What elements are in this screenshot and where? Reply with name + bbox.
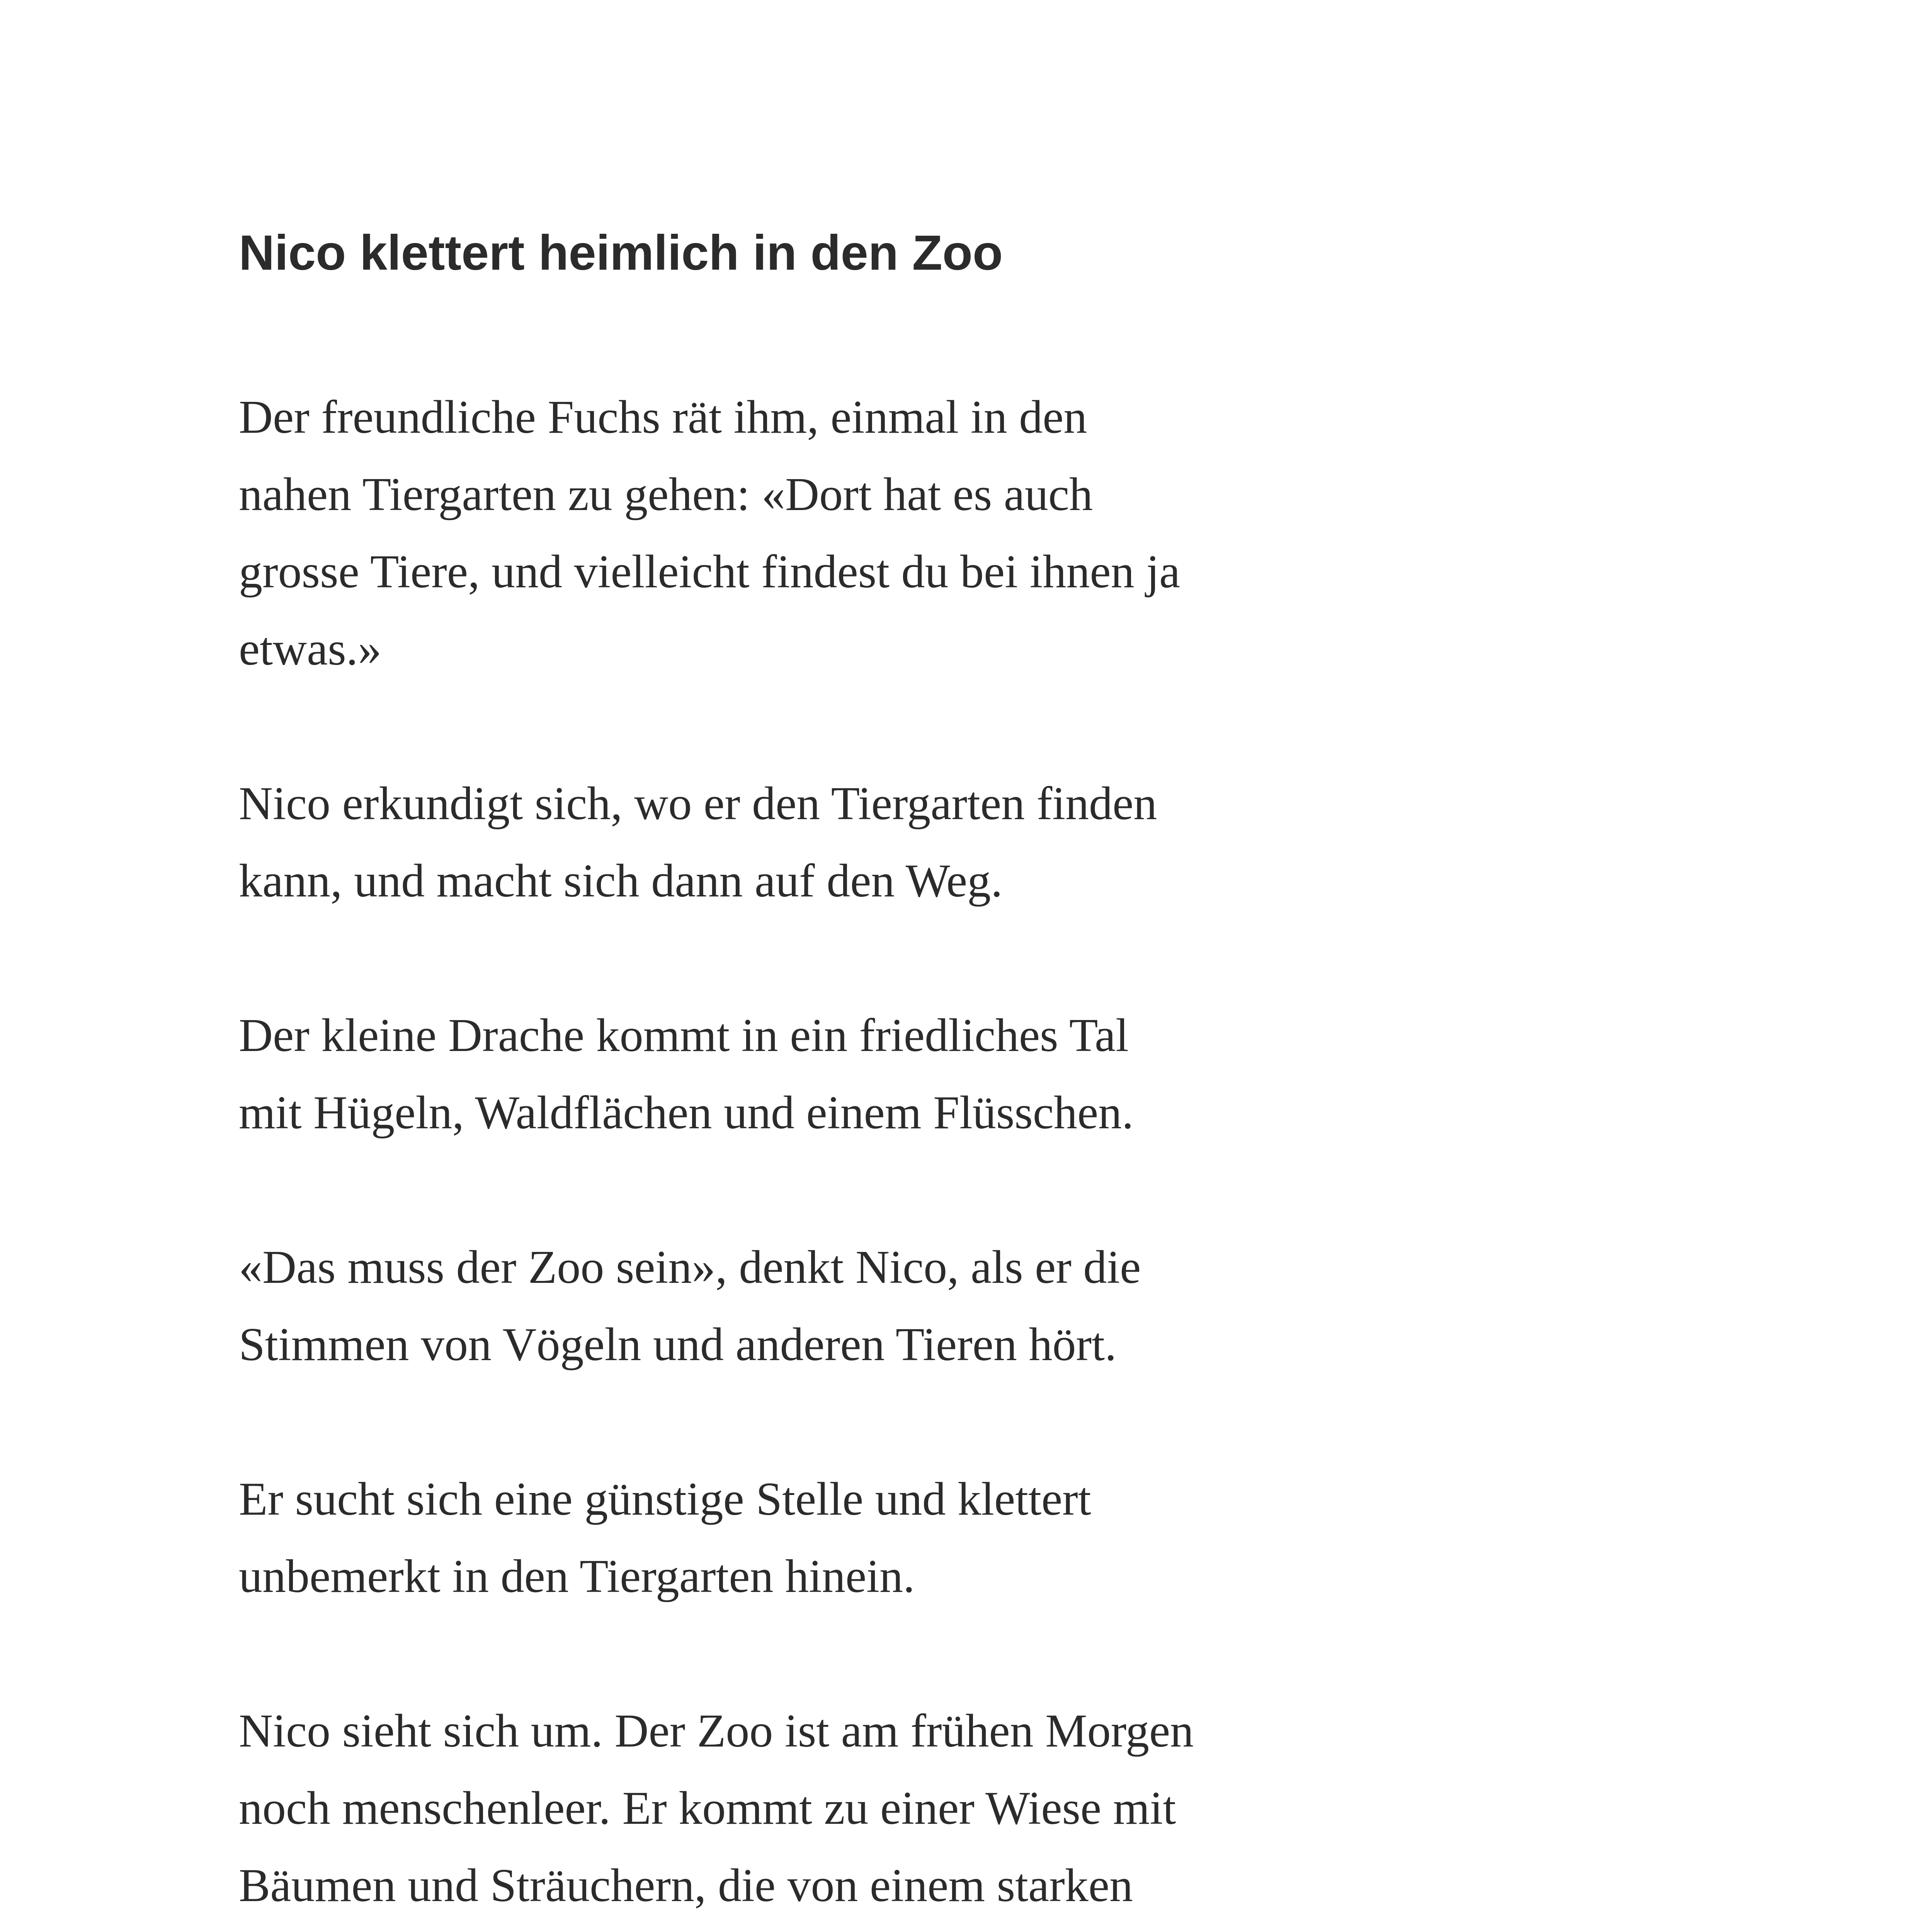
text-line: grosse Tiere, und vielleicht findest du bei ihnen ja — [239, 546, 1180, 598]
text-line: nahen Tiergarten zu gehen: «Dort hat es auch — [239, 468, 1093, 520]
paragraph-4 — [239, 1229, 1141, 1383]
text-line: Stimmen von Vögeln und anderen Tieren hört. — [239, 1318, 1117, 1371]
text-line: unbemerkt in den Tiergarten hinein. — [239, 1550, 915, 1602]
paragraph-3 — [239, 997, 1134, 1151]
text-line: mit Hügeln, Waldflächen und einem Flüsschen. — [239, 1087, 1134, 1139]
text-line: etwas.» — [239, 623, 382, 675]
document-title: Nico klettert heimlich in den Zoo — [239, 225, 1003, 281]
text-line — [239, 1924, 1194, 1932]
text-line: noch menschenleer. Er kommt zu einer Wiese mit — [239, 1782, 1176, 1834]
paragraph-6 — [239, 1692, 1194, 1932]
paragraph-1 — [239, 379, 1180, 688]
text-line: Nico sieht sich um. Der Zoo ist am frühen Morgen — [239, 1705, 1194, 1757]
text-line: Er sucht sich eine günstige Stelle und klettert — [239, 1473, 1091, 1525]
text-line: Der freundliche Fuchs rät ihm, einmal in den — [239, 391, 1087, 443]
paragraph-5 — [239, 1461, 1091, 1615]
text-line: kann, und macht sich dann auf den Weg. — [239, 855, 1003, 907]
text-line: Bäumen und Sträuchern, die von einem starken — [239, 1859, 1133, 1912]
text-line: Nico erkundigt sich, wo er den Tiergarten finden — [239, 777, 1157, 830]
text-line: «Das muss der Zoo sein», denkt Nico, als er die — [239, 1241, 1141, 1293]
paragraph-2 — [239, 765, 1157, 920]
text-line: Der kleine Drache kommt in ein friedliches Tal — [239, 1009, 1129, 1061]
